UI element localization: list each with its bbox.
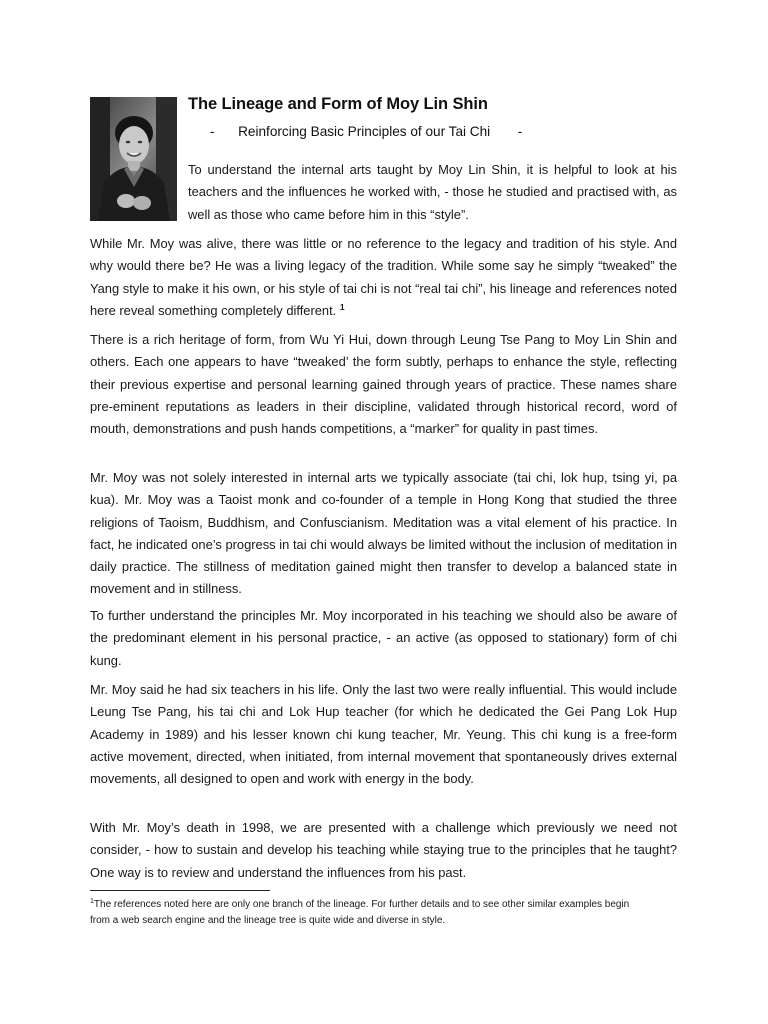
portrait-photo [90,97,177,221]
subtitle-dash-left: - [210,124,215,139]
portrait-image [90,97,177,221]
paragraph-legacy-text: While Mr. Moy was alive, there was little or no reference to the legacy and tradition of his style. And why would there be? He was a living legacy of the tradition. While some say he simply “tweaked” the Yang style to make it his own, or his style of tai chi is not “real tai chi”, his lineage and references noted here reveal something completely different. [90,236,677,318]
paragraph-teachers: Mr. Moy said he had six teachers in his life. Only the last two were really influential. This would include Leung Tse Pang, his tai chi and Lok Hup teacher (for which he dedicated the Gei Pang Lok Hup Academy in 1989) and his lesser known chi kung teacher, Mr. Yeung. This chi kung is a free-form active movement, directed, when initiated, from internal movement that spontaneously drives external movements, all designed to open and work with energy in the body. [90,682,677,787]
footnote-reference[interactable]: 1 [339,301,345,312]
paragraph-challenge: With Mr. Moy’s death in 1998, we are presented with a challenge which previously we need not consider, - how to sustain and develop his teaching while staying true to the principles that he taught? One way is to review and understand the influences from his past. [90,820,677,880]
footnote-divider [90,890,270,891]
document-subtitle [210,124,522,139]
paragraph-legacy [90,233,677,322]
footnote [90,897,650,929]
paragraph-taoist-practice: Mr. Moy was not solely interested in internal arts we typically associate (tai chi, lok hup, tsing yi, pa kua). Mr. Moy was a Taoist monk and co-founder of a temple in Hong Kong that studied the three religions of Taoism, Buddhism, and Confuscianism. Meditation was a vital element of his practice. In fact, he indicated one’s progress in tai chi would always be limited without the inclusion of meditation in daily practice. The stillness of meditation gained might then transfer to develop a balanced state in movement and in stillness. [90,470,677,597]
subtitle-dash-right: - [517,124,523,139]
paragraph-principles: To further understand the principles Mr. Moy incorporated in his teaching we should also be aware of the predominant element in his personal practice, - an active (as opposed to stationary) form of chi kung. [90,608,677,668]
paragraph-heritage: There is a rich heritage of form, from Wu Yi Hui, down through Leung Tse Pang to Moy Lin Shin and others. Each one appears to have “tweaked’ the form subtly, perhaps to enhance the style, reflecting their previous expertise and personal learning gained through years of practice. These names share pre-eminent reputations as leaders in their discipline, validated through historical record, word of mouth, demonstrations and push hands competitions, a “marker” for quality in past times. [90,332,677,437]
subtitle-text: Reinforcing Basic Principles of our Tai Chi [238,124,491,139]
footnote-number: 1 [90,898,94,905]
document-title: The Lineage and Form of Moy Lin Shin [188,95,488,113]
footnote-text: The references noted here are only one branch of the lineage. For further details and to see other similar examples begin from a web search engine and the lineage tree is quite wide and diverse in style. [90,899,630,926]
paragraph-intro: To understand the internal arts taught by Moy Lin Shin, it is helpful to look at his teachers and the influences he worked with, - those he studied and practised with, as well as those who came before him in this “style”. [188,162,677,222]
